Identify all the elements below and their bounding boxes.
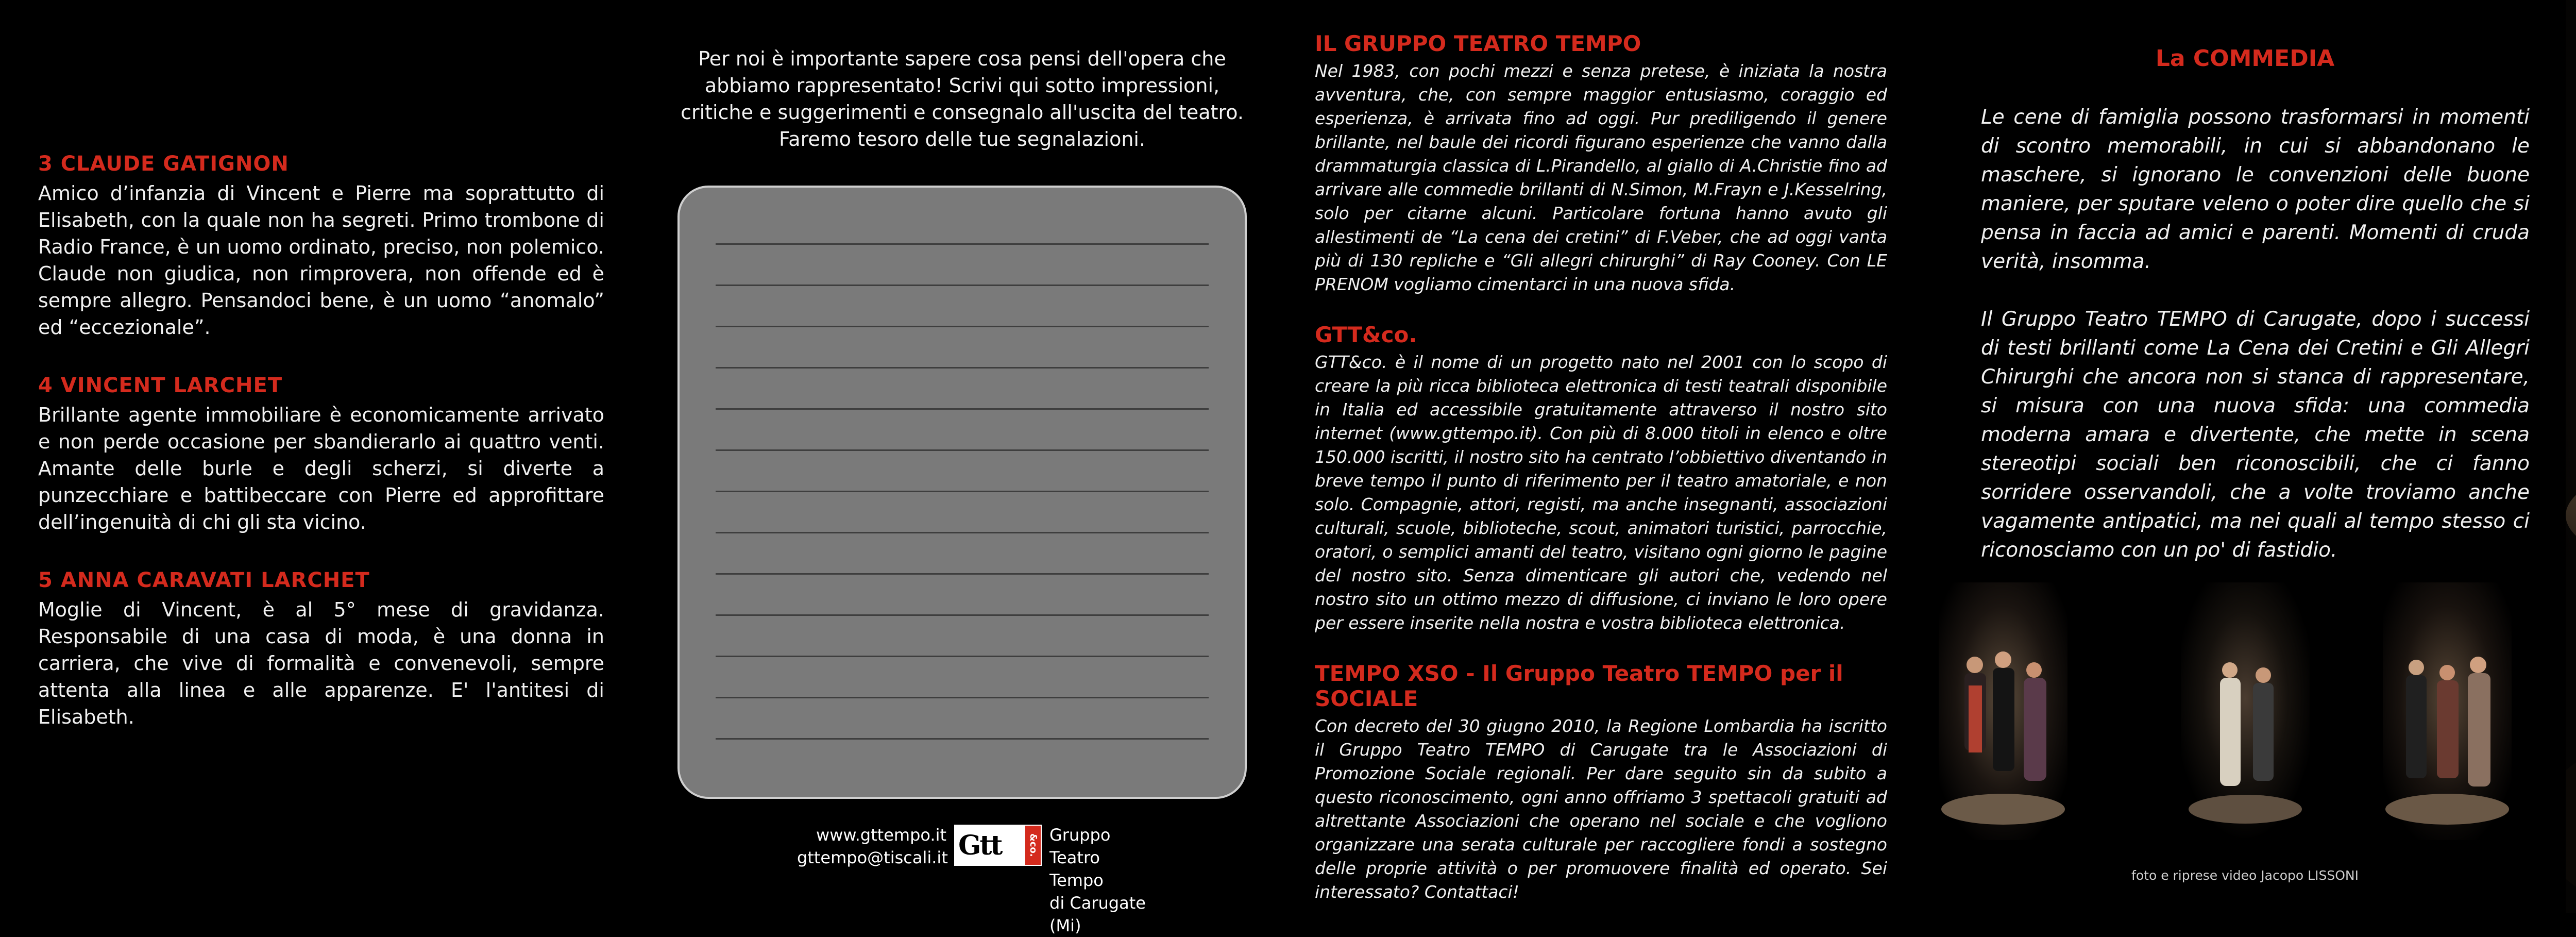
commedia-paragraph: Le cene di famiglia possono trasformarsi in momenti di scontro memorabili, in cui si abbandonano le maschere, si ignorano le convenzioni delle buone maniere, per sputare veleno o poter dire quello che si pensa in faccia ad amici e parenti. Momenti di cruda verità, insomma. bbox=[1981, 106, 2530, 273]
section-text: Con decreto del 30 giugno 2010, la Regione Lombardia ha iscritto il Gruppo Teatro TEMPO di Carugate tra le Associazioni di Promozione Sociale regionali. Per dare seguito sin da subito a questo riconoscimento, ogni anno offriamo 3 spettacoli gratuiti ad altrettante Associazioni che operano nel sociale e che vogliono organizzare una serata culturale per raccogliere fondi a sostegno delle proprie attività o per promuovere finalità ed operato. Sei interessato? Contattaci! bbox=[1315, 716, 1887, 902]
email-link[interactable]: gttempo@tiscali.it bbox=[797, 848, 948, 867]
note-line bbox=[716, 656, 1209, 657]
section-title: GTT&co. bbox=[1315, 322, 1417, 347]
note-line bbox=[716, 449, 1209, 451]
group-name bbox=[1049, 824, 1158, 937]
character-text: Moglie di Vincent, è al 5° mese di gravidanza. Responsabile di una casa di moda, è una donna in carriera, che vive di formalità e convenevoli, sempre attenta alla linea e alle apparenze. E' l'antitesi di Elisabeth. bbox=[38, 598, 604, 728]
gtt-logo bbox=[954, 825, 1042, 866]
notes-area[interactable] bbox=[677, 186, 1247, 799]
note-line bbox=[716, 491, 1209, 492]
group-line-1: Gruppo Teatro Tempo bbox=[1049, 825, 1111, 890]
stage-photo bbox=[1939, 582, 2067, 840]
note-line bbox=[716, 326, 1209, 327]
about-panel bbox=[1283, 0, 1924, 913]
characters-panel bbox=[0, 0, 641, 913]
cast-line-1 bbox=[2566, 719, 2576, 741]
character-text: Amico d’infanzia di Vincent e Pierre ma soprattutto di Elisabeth, con la quale non ha segreti. Primo trombone di Radio France, è un uomo ordinato, preciso, non polemico. Claude non giudica, non rimprovera, non offende ed è sempre allegro. Pensandoci bene, è un uomo “anomalo” ed “eccezionale”. bbox=[38, 182, 604, 339]
character-text: Brillante agente immobiliare è economicamente arrivato e non perde occasione per sbandierarlo ai quattro venti. Amante delle burle e degli scherzi, si diverte a punzecchiare e battibeccare con Pierre ed approfittare dell’ingenuità di chi gli sta vicino. bbox=[38, 404, 604, 533]
stage-photo bbox=[2181, 582, 2310, 840]
section-text: Nel 1983, con pochi mezzi e senza pretese, è iniziata la nostra avventura, che, con sempre maggior entusiasmo, coraggio ed esperienza, è arrivata fino ad oggi. Pur prediligendo il genere brillante, nel baule dei ricordi figurano esperienze che vanno dalla drammaturgia classica di L.Pirandello, al giallo di A.Christie fino ad arrivare alle commedie brillanti di N.Simon, M.Frayn e J.Kesselring, solo per citarne alcuni. Particolare fortuna hanno avuto gli allestimenti de “La cena dei cretini” di F.Veber, che ad oggi vanta più di 130 repliche e “Gli allegri chirurghi” di Ray Cooney. Con LE PRENOM vogliamo cimentarci in una nuova sfida. bbox=[1315, 61, 1887, 294]
commedia-body bbox=[1981, 103, 2530, 594]
contact-block bbox=[797, 824, 1158, 935]
commedia-paragraph: Il Gruppo Teatro TEMPO di Carugate, dopo i successi di testi brillanti come La Cena dei Cretini e Gli Allegri Chirurghi che ancora non si stanca di rappresentare, si misura con una nuova sfida: una commedia moderna amara e divertente, che mette in scena stereotipi sociali ben riconoscibili, che ci fanno sorridere osservandoli, che a volte troviamo anche vagamente antipatici, ma nei quali al tempo stesso ci riconosciamo con un po' di fastidio. bbox=[1981, 308, 2530, 562]
note-line bbox=[716, 614, 1209, 616]
character-4 bbox=[38, 374, 604, 536]
note-line bbox=[716, 367, 1209, 369]
stage-photo bbox=[2383, 582, 2512, 840]
credits-block bbox=[2566, 719, 2576, 806]
feedback-panel bbox=[641, 0, 1283, 935]
character-title: 4 VINCENT LARCHET bbox=[38, 374, 283, 397]
character-title: 3 CLAUDE GATIGNON bbox=[38, 152, 289, 176]
feedback-intro: Per noi è importante sapere cosa pensi dell'opera che abbiamo rappresentato! Scrivi qui sotto impressioni, critiche e suggerimenti e consegnalo all'uscita del teatro. Faremo tesoro delle tue segnalazioni. bbox=[681, 47, 1244, 150]
note-line bbox=[716, 532, 1209, 533]
note-line bbox=[716, 697, 1209, 698]
commedia-panel bbox=[1924, 0, 2566, 913]
logo-suffix: &co. bbox=[1025, 826, 1041, 865]
section-text: GTT&co. è il nome di un progetto nato nel 2001 con lo scopo di creare la più ricca biblioteca elettronica di testi teatrali disponibile in Italia ed accessibile gratuitamente attraverso il nostro sito internet (www.gttempo.it). Con più di 8.000 titoli in elenco e oltre 150.000 iscritti, il nostro sito ha centrato l’obbiettivo diventando in breve tempo il punto di riferimento per il teatro amatoriale, e non solo. Compagnie, attori, registi, ma anche insegnanti, associazioni culturali, scuole, biblioteche, scout, animatori turistici, parrocchie, oratori, o semplici amanti del teatro, visitano ogni giorno le pagine del nostro sito. Senza dimenticare gli autori che, vedendo nel nostro sito un ottimo mezzo di diffusione, ci inviano le loro opere per essere inserite nella nostra e vostra biblioteca elettronica. bbox=[1315, 352, 1887, 633]
photo-caption: foto e riprese video Jacopo LISSONI bbox=[2131, 868, 2359, 883]
commedia-title: La COMMEDIA bbox=[2155, 45, 2335, 72]
note-line bbox=[716, 738, 1209, 740]
cover-quote bbox=[2566, 31, 2576, 85]
website-link[interactable]: www.gttempo.it bbox=[816, 825, 946, 845]
note-line bbox=[716, 408, 1209, 410]
section-gruppo bbox=[1315, 31, 1887, 296]
group-line-2: di Carugate (Mi) bbox=[1049, 893, 1146, 935]
logo-text: Gtt bbox=[958, 830, 1002, 861]
section-title: IL GRUPPO TEATRO TEMPO bbox=[1315, 31, 1641, 56]
crew-line-1 bbox=[2566, 762, 2576, 784]
cast-names-2 bbox=[2566, 741, 2576, 762]
note-line bbox=[716, 573, 1209, 575]
cover-panel bbox=[2566, 0, 2576, 913]
note-line bbox=[716, 243, 1209, 245]
section-gttco bbox=[1315, 322, 1887, 635]
character-3 bbox=[38, 152, 604, 341]
quote-line-1 bbox=[2566, 31, 2576, 58]
section-title: TEMPO XSO - Il Gruppo Teatro TEMPO per il SOCIALE bbox=[1315, 661, 1843, 711]
crew-line-2 bbox=[2566, 784, 2576, 806]
director-line bbox=[2566, 830, 2576, 848]
note-line bbox=[716, 285, 1209, 286]
character-title: 5 ANNA CARAVATI LARCHET bbox=[38, 568, 370, 592]
quote-line-2 bbox=[2566, 58, 2576, 85]
section-sociale bbox=[1315, 661, 1887, 904]
character-5 bbox=[38, 568, 604, 730]
author-byline bbox=[2566, 633, 2576, 648]
